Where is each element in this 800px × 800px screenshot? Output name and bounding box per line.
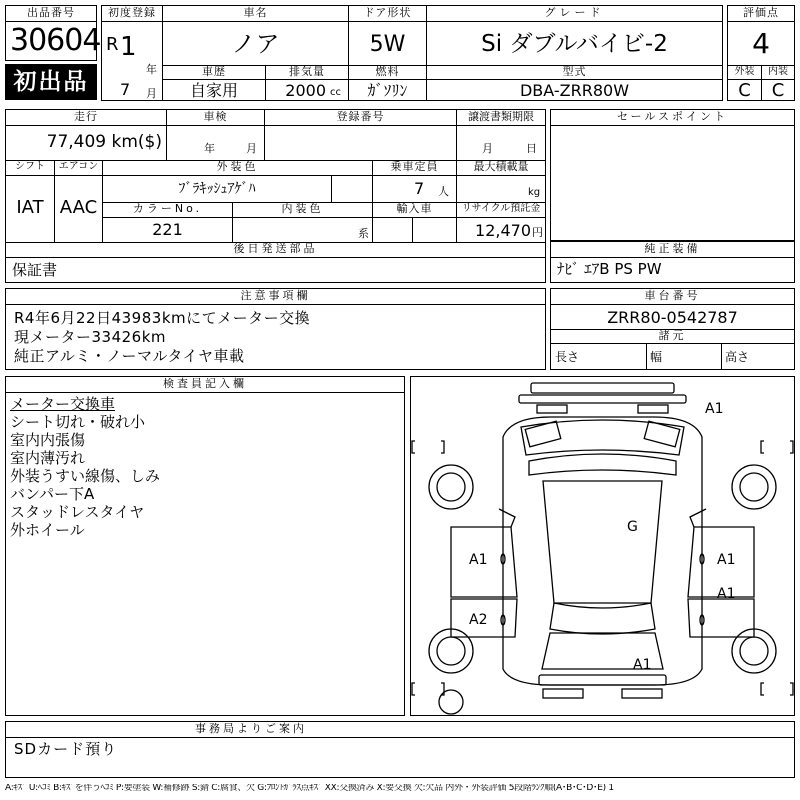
- model-name-label: 車名: [243, 6, 268, 19]
- car-diagram-svg: [411, 377, 794, 715]
- first-reg-label: 初度登録: [108, 6, 156, 19]
- exterior-color-label: 外装色: [216, 160, 259, 173]
- score-box: [727, 5, 795, 101]
- spare-wheel: [439, 690, 463, 714]
- damage-mark: G: [627, 519, 638, 535]
- office-box: [5, 721, 795, 778]
- fuel-label: 燃料: [375, 65, 400, 78]
- inspector-line: メーター交換車: [10, 395, 116, 413]
- interior-color-label: 内装色: [281, 202, 324, 215]
- sales-points-box: [550, 109, 795, 241]
- damage-mark: A2: [469, 612, 488, 628]
- equipment-box: [550, 241, 795, 283]
- transfer-deadline-label: 譲渡書類期限: [468, 110, 534, 123]
- ac-label: エアコン: [58, 161, 99, 172]
- interior-grade-label: 内装: [768, 66, 788, 77]
- notes-box: [5, 288, 546, 370]
- inspector-line: 室内内張傷: [10, 431, 86, 449]
- inspector-line: シート切れ・破れ小: [10, 413, 146, 431]
- wheel-front-left: [429, 465, 473, 509]
- lot-number-label: 出品番号: [27, 6, 75, 19]
- history: 自家用: [189, 81, 238, 100]
- model-name: ノア: [231, 30, 280, 58]
- dimensions-label: 諸元: [658, 329, 687, 342]
- lot-number-box: [5, 5, 101, 61]
- header-main-box: [101, 5, 723, 101]
- hood-shape: [521, 420, 684, 455]
- recycle-fee-unit: 円: [532, 226, 543, 239]
- equipment-value: ﾅﾋﾞ ｴｱB PS PW: [557, 260, 662, 278]
- body-outline: [503, 417, 702, 685]
- grade: Si ダブルバイビ-2: [481, 31, 668, 57]
- color-no-label: カラーNo.: [132, 202, 203, 215]
- mileage-label: 走行: [74, 110, 98, 123]
- shift-label: シフト: [15, 161, 45, 172]
- year-unit: 年: [146, 63, 157, 76]
- wheel-front-right: [732, 465, 776, 509]
- notes-label: 注意事項欄: [240, 289, 311, 302]
- specs-box: [5, 109, 546, 283]
- damage-mark: A1: [705, 401, 724, 417]
- right-mirror: [690, 509, 706, 527]
- score-label: 評価点: [743, 6, 779, 19]
- reg-year: 1: [120, 32, 137, 62]
- inspector-label: 検査員記入欄: [163, 377, 247, 390]
- first-listing-badge: 初出品: [5, 64, 97, 100]
- interior-grade: C: [771, 80, 785, 101]
- month-unit: 月: [146, 87, 157, 100]
- length-label: 長さ: [555, 350, 580, 364]
- score: 4: [752, 27, 770, 60]
- damage-mark: A1: [717, 552, 736, 568]
- notes-line: 現メーター33426km: [14, 328, 167, 346]
- transfer-month-unit: 月: [482, 142, 493, 155]
- sales-points-label: セールスポイント: [616, 110, 728, 123]
- chassis-label: 車台番号: [644, 289, 701, 302]
- office-value: SDカード預り: [14, 740, 118, 758]
- notes-line: R4年6月22日43983kmにてメーター交換: [14, 309, 311, 327]
- import-label: 輸入車: [396, 202, 433, 215]
- exterior-color: ﾌﾞﾗｷｯｼｭｱｹﾞﾊ: [178, 181, 256, 197]
- front-lamp-right: [638, 405, 668, 413]
- equipment-label: 純正装備: [644, 242, 701, 255]
- later-parts-item: 保証書: [12, 261, 58, 279]
- mileage: 77,409 km($): [46, 132, 162, 152]
- model-type: DBA-ZRR80W: [519, 81, 630, 100]
- inspector-line: スタッドレスタイヤ: [10, 503, 145, 521]
- registration-number-label: 登録番号: [336, 110, 385, 123]
- inspector-line: 室内薄汚れ: [10, 449, 86, 467]
- rear-glass-shape: [550, 603, 655, 634]
- fuel: ｶﾞｿﾘﾝ: [367, 81, 408, 100]
- width-label: 幅: [650, 350, 663, 364]
- displacement: 2000: [285, 81, 326, 100]
- front-bumper: [531, 383, 674, 393]
- exterior-grade: C: [738, 80, 751, 101]
- capacity: 7: [414, 179, 425, 198]
- bracket-rear-left: [412, 683, 444, 695]
- door-type: 5W: [369, 32, 406, 57]
- recycle-fee: 12,470: [475, 221, 531, 240]
- shift: IAT: [16, 197, 44, 218]
- capacity-label: 乗車定員: [390, 160, 439, 173]
- grade-label: グレード: [544, 6, 605, 19]
- reg-era: R: [106, 34, 119, 55]
- office-label: 事務局よりご案内: [195, 722, 307, 735]
- reg-month: 7: [120, 80, 131, 99]
- lot-number: 30604: [10, 23, 101, 58]
- inspector-line: 外装うすい線傷、しみ: [10, 467, 161, 485]
- ac: AAC: [59, 197, 98, 218]
- capacity-unit: 人: [438, 185, 449, 198]
- rear-bumper: [539, 675, 666, 685]
- history-label: 車歴: [202, 65, 226, 78]
- chassis-box: [550, 288, 795, 370]
- exterior-grade-label: 外装: [734, 66, 755, 77]
- inspection-label: 車検: [203, 110, 228, 123]
- displacement-unit: cc: [330, 87, 341, 98]
- transfer-day-unit: 日: [526, 142, 537, 155]
- height-label: 高さ: [725, 350, 750, 364]
- front-grille: [519, 395, 686, 403]
- displacement-label: 排気量: [289, 65, 325, 78]
- notes-line: 純正アルミ・ノーマルタイヤ車載: [14, 347, 245, 365]
- inspector-box: [5, 376, 405, 716]
- recycle-fee-label: リサイクル預託金: [461, 203, 541, 214]
- max-load-label: 最大積載量: [473, 160, 529, 173]
- max-load-unit: kg: [528, 187, 541, 198]
- door-type-label: ドア形状: [363, 6, 412, 19]
- legend-text: A:ｷｽﾞ U:ﾍｺﾐ B:ｷｽﾞを伴うﾍｺﾐ P:要塗装 W:補修跡 S:錆 C:腐食、欠 G:ﾌﾛﾝﾄｶﾞﾗｽ点ｷｽﾞ XX:交換済み X:要交換 欠:欠品 内外・外装評価 5段階ﾗﾝｸ順(A･B･C･D･E) 1: [5, 784, 614, 793]
- model-type-label: 型式: [562, 65, 587, 78]
- windshield-shape: [529, 454, 676, 475]
- damage-mark: A1: [633, 657, 652, 673]
- damage-mark: A1: [717, 586, 736, 602]
- inspector-line: 外ホイール: [10, 521, 85, 539]
- car-diagram: [410, 376, 795, 716]
- chassis-number: ZRR80-0542787: [607, 308, 738, 327]
- front-lamp-left: [537, 405, 567, 413]
- inspection-month-unit: 月: [246, 142, 257, 155]
- bracket-rear-right: [761, 683, 793, 695]
- left-mirror: [499, 509, 515, 527]
- rear-lamp-right: [622, 689, 662, 698]
- inspection-year-unit: 年: [204, 142, 215, 155]
- roof-shape: [543, 481, 662, 603]
- interior-color-unit: 系: [358, 227, 369, 240]
- bracket-front-right: [761, 441, 793, 453]
- damage-mark: A1: [469, 552, 488, 568]
- rear-lamp-left: [543, 689, 583, 698]
- inspector-line: バンパー下A: [10, 485, 95, 503]
- bracket-front-left: [412, 441, 444, 453]
- color-no: 221: [152, 220, 183, 239]
- later-parts-label: 後日発送部品: [233, 242, 318, 255]
